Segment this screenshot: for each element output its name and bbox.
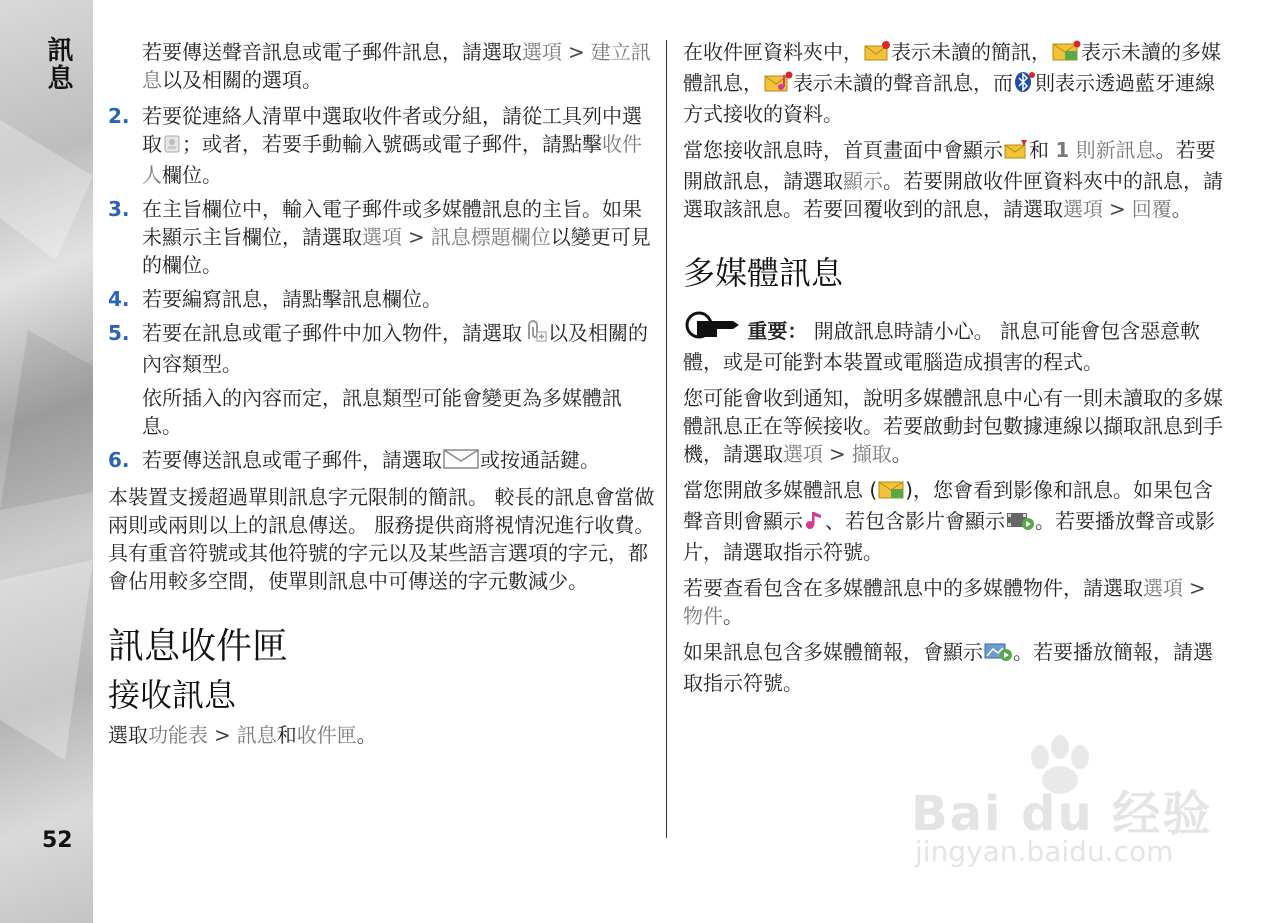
menu-path-options: 選項 [522, 40, 562, 64]
new-message-count: 1 [1055, 138, 1070, 162]
menu-path-retrieve: 擷取 [851, 442, 892, 466]
text: 若要編寫訊息，請點擊訊息欄位。 [142, 287, 442, 311]
text: 表示未讀的簡訊， [891, 40, 1051, 64]
step-item [108, 319, 658, 440]
text: ；或者，若要手動輸入號碼或電子郵件，請點擊 [182, 132, 602, 156]
text: 和 [1029, 138, 1049, 162]
left-column [108, 38, 658, 757]
step-number: 6. [108, 448, 130, 472]
menu-path-reply: 回覆 [1131, 197, 1172, 221]
step-item [108, 102, 658, 189]
important-hand-icon [683, 309, 741, 348]
step-note: 依所插入的內容而定，訊息類型可能會變更為多媒體訊息。 [142, 386, 622, 438]
important-notice [683, 309, 1228, 376]
text: 如果訊息包含多媒體簡報，會顯示 [683, 640, 983, 664]
show-option: 顯示 [843, 169, 883, 193]
text: 若要從連絡人清單中選取收件者或分組，請從工具列中選取 [142, 104, 642, 156]
text: 您可能會收到通知，說明多媒體訊息中心有一則未讀取的多媒體訊息正在等候接收。若要啟動封包數據連線以擷取訊息到手機，請選取 [683, 386, 1223, 466]
step-number: 2. [108, 104, 130, 128]
new-message-icon [1003, 138, 1029, 167]
intro-paragraph [108, 38, 658, 94]
sms-length-paragraph: 本裝置支援超過單則訊息字元限制的簡訊。 較長的訊息會當做兩則或兩則以上的訊息傳送。 服務提供商將視情況進行收費。 具有重音符號或其他符號的字元以及某些語言選項的字元，都會佔用較多空間，使單則訊息中可傳送的字元數減少。 [108, 485, 655, 593]
text: 選取 [108, 723, 148, 747]
mms-objects-paragraph [683, 574, 1228, 630]
text: 以變更可見的欄位。 [142, 225, 651, 277]
menu-separator: > [214, 723, 231, 747]
watermark-brand: Bai du 经验 [911, 786, 1213, 842]
sidebar-facet [0, 330, 93, 510]
important-label: 重要： [747, 319, 808, 343]
menu-separator: > [829, 442, 846, 466]
text: 以及相關的內容類型。 [142, 321, 648, 376]
menu-path-messages: 訊息 [236, 723, 277, 747]
mms-notification-paragraph [683, 384, 1228, 468]
mms-icon [877, 478, 905, 507]
menu-path-inbox: 收件匣 [296, 723, 357, 747]
step-item [108, 285, 658, 313]
step-item [108, 446, 658, 477]
section-heading-mms: 多媒體訊息 [683, 254, 844, 292]
text: 若要傳送聲音訊息或電子郵件訊息，請選取 [142, 40, 522, 64]
receive-path [108, 721, 658, 749]
step-item [108, 195, 658, 279]
text: 以及相關的選項。 [162, 68, 322, 92]
menu-separator: > [568, 40, 585, 64]
menu-path-create-message: 建立訊息 [142, 40, 651, 92]
page-sidebar [0, 0, 93, 923]
text: )，您會看到影像和訊息。如果包含聲音則會顯示 [683, 478, 1213, 533]
menu-path-options: 選項 [1143, 576, 1183, 600]
text: 。若要開啟訊息，請選取 [683, 138, 1216, 193]
text: 若要查看包含在多媒體訊息中的多媒體物件，請選取 [683, 576, 1143, 600]
text: 表示未讀的多媒體訊息， [683, 40, 1221, 95]
text: 或按通話鍵。 [480, 448, 600, 472]
text: 。 [891, 442, 912, 466]
envelope-icon [442, 448, 480, 477]
sidebar-facet [0, 560, 93, 760]
text: 、若包含影片會顯示 [825, 509, 1005, 533]
step-number: 3. [108, 197, 130, 221]
bluetooth-icon [1013, 71, 1035, 100]
text: 。 [723, 604, 743, 628]
menu-path-menu: 功能表 [148, 723, 208, 747]
unread-sms-icon [863, 40, 891, 69]
video-icon [1005, 509, 1035, 538]
menu-separator: > [408, 225, 425, 249]
new-message-label: 則新訊息 [1075, 138, 1156, 162]
contacts-icon [162, 133, 182, 161]
step-number: 5. [108, 321, 130, 345]
text: 在收件匣資料夾中， [683, 40, 863, 64]
presentation-icon [983, 640, 1013, 669]
text: 。若要播放簡報，請選取指示符號。 [683, 640, 1213, 695]
text: 當您接收訊息時，首頁畫面中會顯示 [683, 138, 1003, 162]
steps-list [108, 102, 658, 477]
receive-paragraph [683, 136, 1228, 223]
menu-path-options: 選項 [1063, 197, 1103, 221]
right-column [683, 38, 1228, 705]
step-number: 4. [108, 287, 130, 311]
mms-open-paragraph [683, 476, 1228, 566]
text: 若要在訊息或電子郵件中加入物件，請選取 [142, 321, 522, 345]
text: 表示未讀的聲音訊息，而 [793, 71, 1013, 95]
baidu-watermark [905, 735, 1215, 875]
watermark-url: jingyan.baidu.com [915, 835, 1174, 868]
text: 當您開啟多媒體訊息 ( [683, 478, 878, 502]
mms-presentation-paragraph [683, 638, 1228, 697]
text: 和 [276, 723, 297, 747]
sidebar-facet [0, 120, 93, 260]
section-heading-inbox: 訊息收件匣 [108, 626, 289, 667]
unread-audio-message-icon [763, 71, 793, 100]
menu-path-header-fields: 訊息標題欄位 [430, 225, 551, 249]
text: 開啟訊息時請小心。 訊息可能會包含惡意軟體，或是可能對本裝置或電腦造成損害的程式。 [683, 319, 1201, 374]
column-divider [666, 40, 667, 838]
text: 。 [1171, 197, 1192, 221]
attachment-icon [522, 319, 548, 350]
page-number: 52 [42, 828, 73, 853]
menu-separator: > [1189, 576, 1206, 600]
text: 若要傳送訊息或電子郵件，請選取 [142, 448, 442, 472]
text: 。若要開啟收件匣資料夾中的訊息，請選取該訊息。若要回覆收到的訊息，請選取 [683, 169, 1223, 221]
text: 則表示透過藍牙連線方式接收的資料。 [683, 71, 1215, 126]
text: 。 [356, 723, 377, 747]
subsection-heading-receive: 接收訊息 [108, 676, 237, 714]
text: 在主旨欄位中，輸入電子郵件或多媒體訊息的主旨。如果未顯示主旨欄位，請選取 [142, 197, 642, 249]
inbox-icons-paragraph [683, 38, 1228, 128]
menu-path-options: 選項 [783, 442, 823, 466]
music-note-icon [803, 509, 825, 538]
section-label: 訊息 [43, 36, 73, 92]
text: 。若要播放聲音或影片，請選取指示符號。 [683, 509, 1215, 564]
menu-path-options: 選項 [362, 225, 402, 249]
unread-mms-icon [1051, 40, 1081, 69]
recipient-field-label: 收件人 [142, 132, 642, 187]
menu-separator: > [1109, 197, 1126, 221]
menu-path-objects: 物件 [683, 604, 723, 628]
text: 欄位。 [162, 163, 222, 187]
